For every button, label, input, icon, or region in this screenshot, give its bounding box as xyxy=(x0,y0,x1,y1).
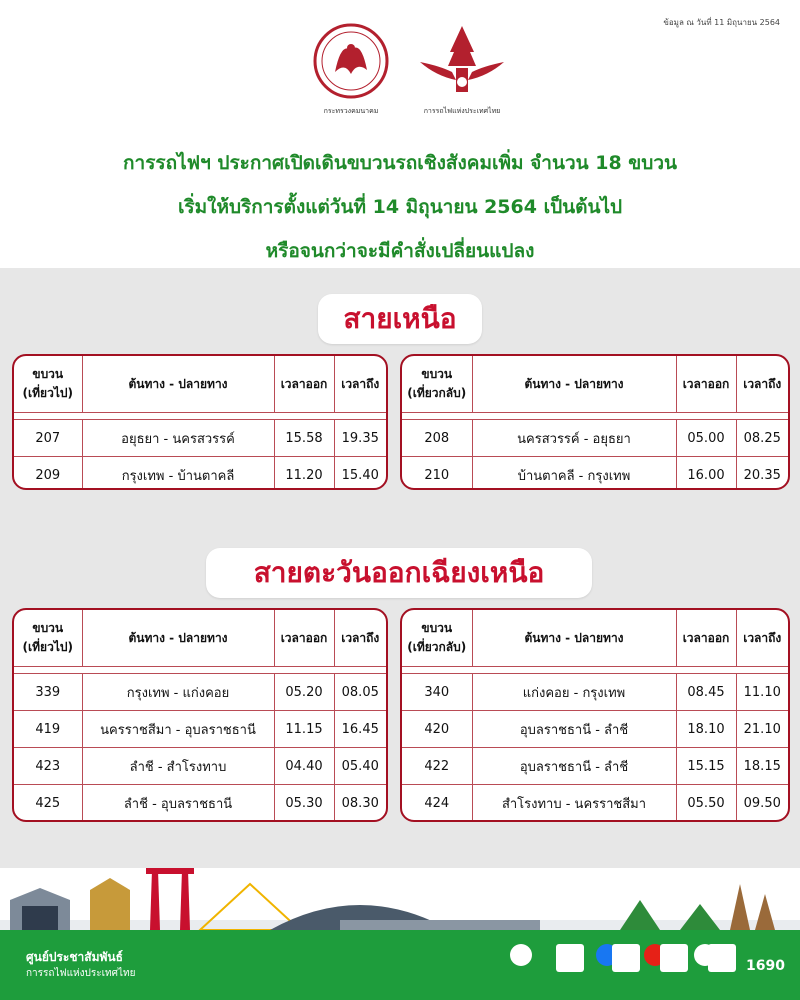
header-arrive: เวลาถึง xyxy=(736,356,788,413)
headline-line-3: หรือจนกว่าจะมีคำสั่งเปลี่ยนแปลง xyxy=(265,240,535,262)
headline-line-1: การรถไฟฯ ประกาศเปิดเดินขบวนรถเชิงสังคมเพิ่ม จำนวน 18 ขบวน xyxy=(123,152,677,174)
header-arrive: เวลาถึง xyxy=(334,356,386,413)
section-title-north: สายเหนือ xyxy=(318,294,482,344)
table-row: 207 อยุธยา - นครสวรรค์ 15.58 19.35 xyxy=(14,420,386,457)
header-train: ขบวน (เที่ยวกลับ) xyxy=(402,610,472,667)
table-row: 209 กรุงเทพ - บ้านตาคลี 11.20 15.40 xyxy=(14,457,386,491)
date-note: ข้อมูล ณ วันที่ 11 มิถุนายน 2564 xyxy=(663,18,780,27)
header-route: ต้นทาง - ปลายทาง xyxy=(82,356,274,413)
header-train: ขบวน (เที่ยวกลับ) xyxy=(402,356,472,413)
footer-org-name: การรถไฟแห่งประเทศไทย xyxy=(26,968,136,979)
landmarks-illustration xyxy=(0,860,800,936)
table-north-return xyxy=(400,354,790,490)
table-row: 424 สำโรงทาบ - นครราชสีมา 05.50 09.50 xyxy=(402,785,788,822)
srt-caption: การรถไฟแห่งประเทศไทย xyxy=(423,107,501,115)
call-center-number: 1690 xyxy=(746,958,785,974)
table-northeast-return xyxy=(400,608,790,822)
table-row: 339 กรุงเทพ - แก่งคอย 05.20 08.05 xyxy=(14,674,386,711)
header-train: ขบวน (เที่ยวไป) xyxy=(14,610,82,667)
table-northeast-outbound xyxy=(12,608,388,822)
header-depart: เวลาออก xyxy=(274,356,334,413)
table-row: 423 ลำชี - สำโรงทาบ 04.40 05.40 xyxy=(14,748,386,785)
srt-logo xyxy=(416,22,508,100)
footer-center-name: ศูนย์ประชาสัมพันธ์ xyxy=(26,950,123,964)
table-row: 419 นครราชสีมา - อุบลราชธานี 11.15 16.45 xyxy=(14,711,386,748)
header-arrive: เวลาถึง xyxy=(334,610,386,667)
header-depart: เวลาออก xyxy=(676,610,736,667)
table-header-row xyxy=(402,356,788,413)
table-header-row xyxy=(14,610,386,667)
ministry-caption: กระทรวงคมนาคม xyxy=(323,107,379,115)
qr-code-icon xyxy=(708,944,736,972)
app-icon xyxy=(510,944,532,966)
table-row: 340 แก่งคอย - กรุงเทพ 08.45 11.10 xyxy=(402,674,788,711)
section-title-northeast: สายตะวันออกเฉียงเหนือ xyxy=(206,548,592,598)
header-route: ต้นทาง - ปลายทาง xyxy=(472,610,676,667)
table-row: 425 ลำชี - อุบลราชธานี 05.30 08.30 xyxy=(14,785,386,822)
header-depart: เวลาออก xyxy=(274,610,334,667)
header-arrive: เวลาถึง xyxy=(736,610,788,667)
qr-code-icon xyxy=(660,944,688,972)
table-header-row xyxy=(14,356,386,413)
header-route: ต้นทาง - ปลายทาง xyxy=(82,610,274,667)
header-train: ขบวน (เที่ยวไป) xyxy=(14,356,82,413)
table-row: 420 อุบลราชธานี - ลำชี 18.10 21.10 xyxy=(402,711,788,748)
table-header-row xyxy=(402,610,788,667)
table-row: 422 อุบลราชธานี - ลำชี 15.15 18.15 xyxy=(402,748,788,785)
ministry-seal-logo xyxy=(305,22,397,100)
qr-code-icon xyxy=(612,944,640,972)
qr-code-icon xyxy=(556,944,584,972)
table-row: 208 นครสวรรค์ - อยุธยา 05.00 08.25 xyxy=(402,420,788,457)
headline-line-2: เริ่มให้บริการตั้งแต่วันที่ 14 มิถุนายน 2564 เป็นต้นไป xyxy=(177,196,623,218)
header-area xyxy=(0,0,800,268)
table-north-outbound xyxy=(12,354,388,490)
table-row: 210 บ้านตาคลี - กรุงเทพ 16.00 20.35 xyxy=(402,457,788,491)
header-route: ต้นทาง - ปลายทาง xyxy=(472,356,676,413)
header-depart: เวลาออก xyxy=(676,356,736,413)
